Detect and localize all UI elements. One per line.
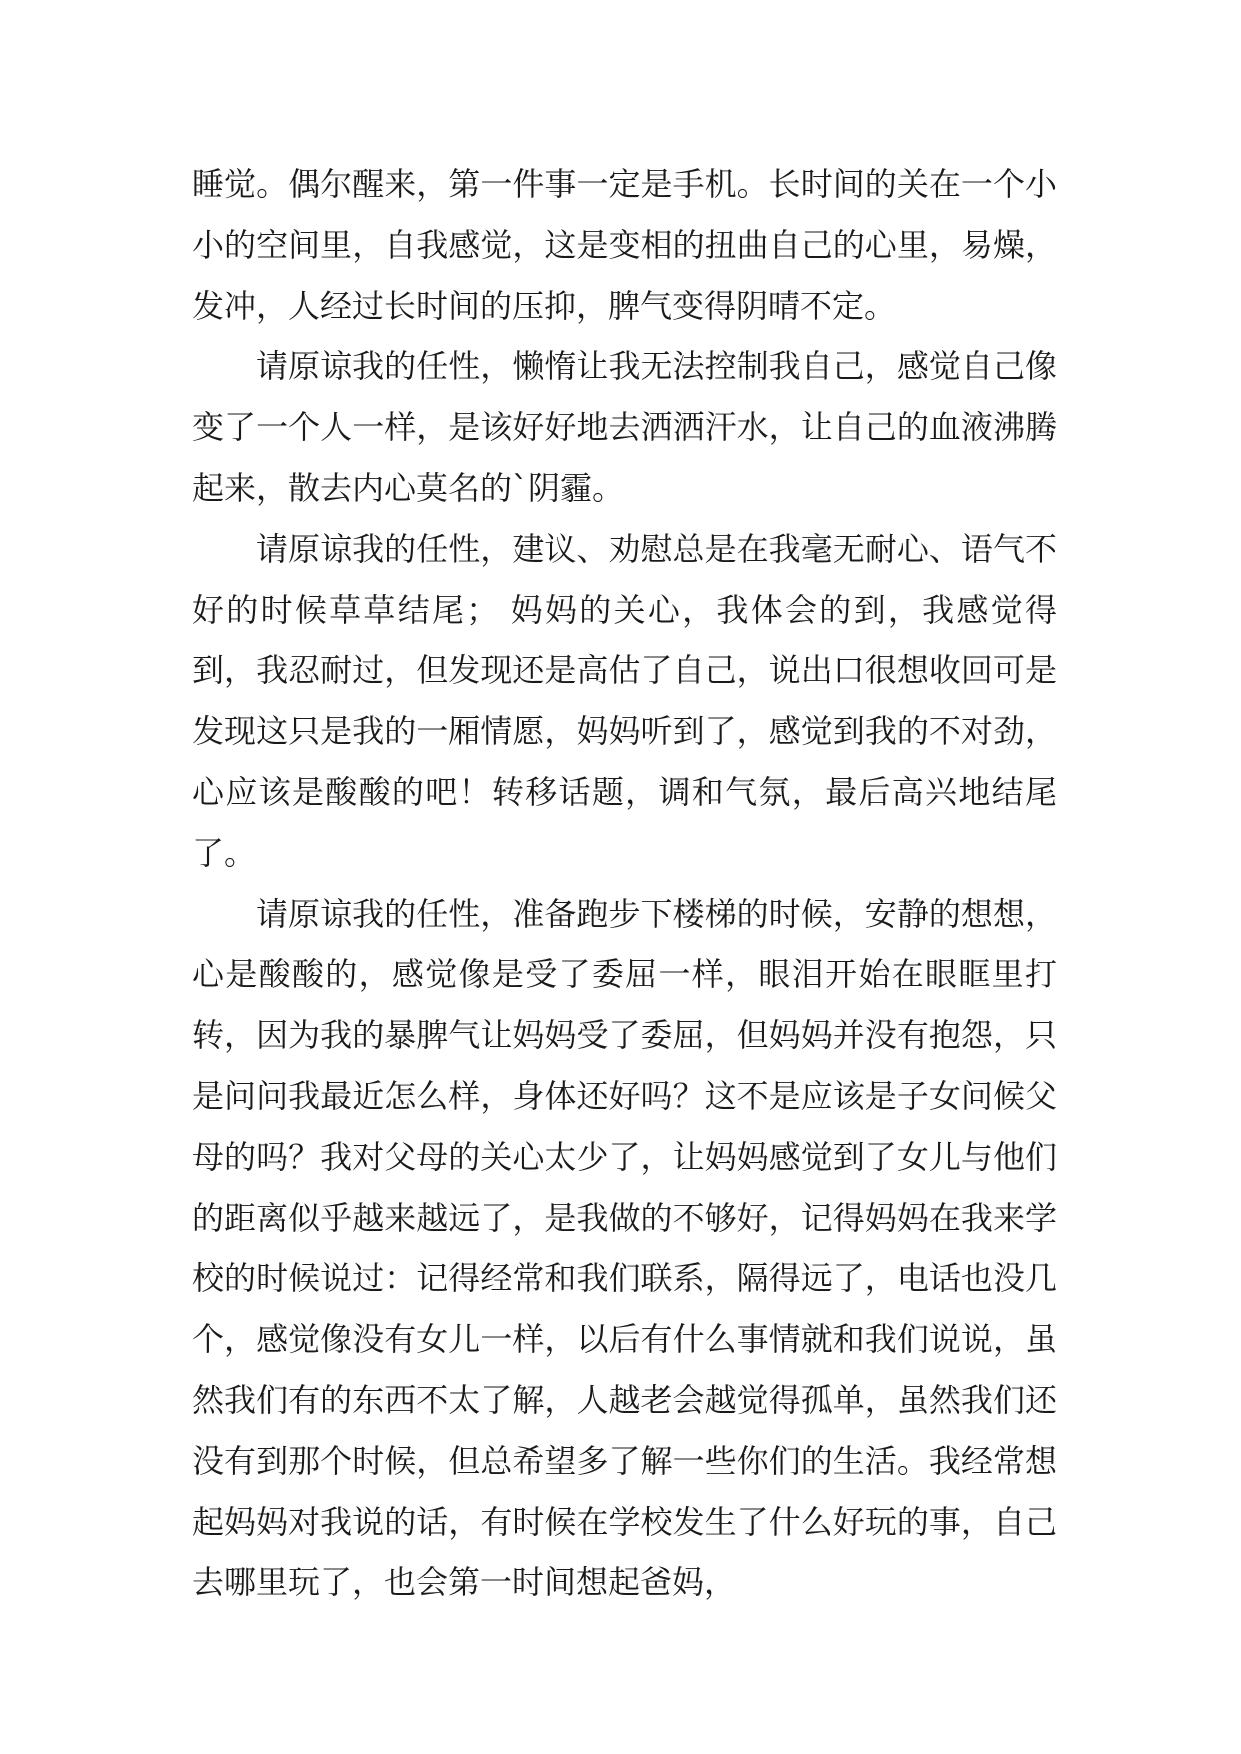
paragraph-2: 请原谅我的任性，懒惰让我无法控制我自己，感觉自己像变了一个人一样，是该好好地去洒洒汗水，让自己的血液沸腾起来，散去内心莫名的`阴霾。 xyxy=(192,347,1057,507)
paragraph-4: 请原谅我的任性，准备跑步下楼梯的时候，安静的想想，心是酸酸的，感觉像是受了委屈一样，眼泪开始在眼眶里打转，因为我的暴脾气让妈妈受了委屈，但妈妈并没有抱怨，只是问问我最近怎么样，身体还好吗？这不是应该是子女问候父母的吗？我对父母的关心太少了，让妈妈感觉到了女儿与他们的距离似乎越来越远了，是我做的不够好，记得妈妈在我来学校的时候说过：记得经常和我们联系，隔得远了，电话也没几个，感觉像没有女儿一样，以后有什么事情就和我们说说，虽然我们有的东西不太了解，人越老会越觉得孤单，虽然我们还没有到那个时候，但总希望多了解一些你们的生活。我经常想起妈妈对我说的话，有时候在学校发生了什么好玩的事，自己去哪里玩了，也会第一时间想起爸妈， xyxy=(192,894,1057,1602)
paragraph-3: 请原谅我的任性，建议、劝慰总是在我毫无耐心、语气不好的时候草草结尾； 妈妈的关心，我体会的到，我感觉得到，我忍耐过，但发现还是高估了自己，说出口很想收回可是发现这只是我的一厢情愿，妈妈听到了，感觉到我的不对劲，心应该是酸酸的吧！转移话题，调和气氛，最后高兴地结尾了。 xyxy=(192,529,1057,872)
paragraph-1: 睡觉。偶尔醒来，第一件事一定是手机。长时间的关在一个小小的空间里，自我感觉，这是变相的扭曲自己的心里，易燥，发冲，人经过长时间的压抑，脾气变得阴晴不定。 xyxy=(192,165,1057,325)
document-body xyxy=(192,154,1057,1613)
